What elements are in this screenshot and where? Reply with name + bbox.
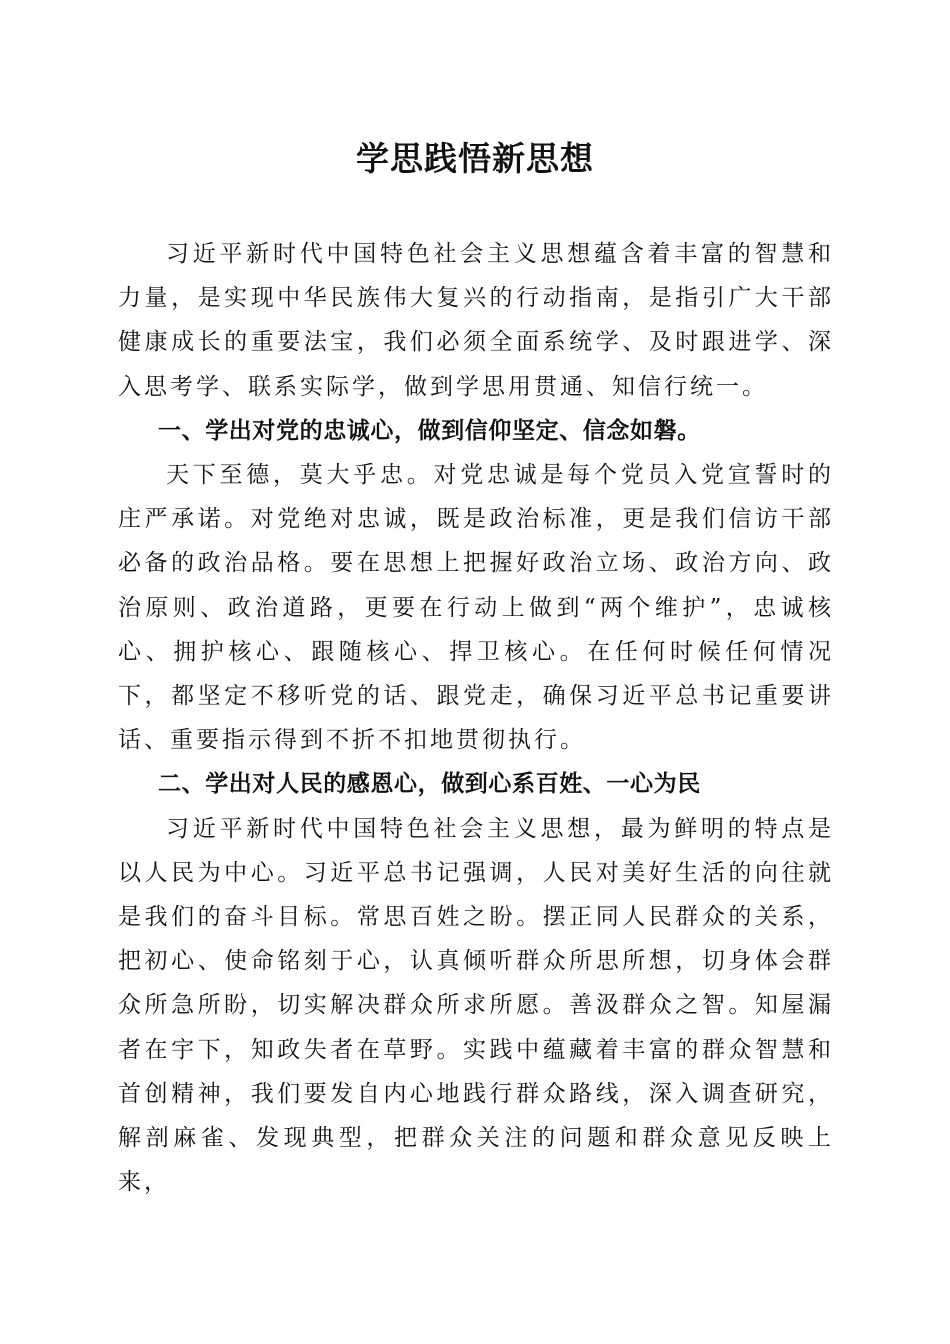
document-title: 学思践悟新思想 [356,139,594,178]
section-2-paragraph: 习近平新时代中国特色社会主义思想，最为鲜明的特点是以人民为中心。习近平总书记强调，人民对美好生活的向往就是我们的奋斗目标。常思百姓之盼。摆正同人民群众的关系，把初心、使命铭刻于心，认真倾听群众所思所想，切身体会群众所急所盼，切实解决群众所求所愿。善汲群众之智。知屋漏者在宇下，知政失者在草野。实践中蕴藏着丰富的群众智慧和首创精神，我们要发自内心地践行群众路线，深入调查研究，解剖麻雀、发现典型，把群众关注的问题和群众意见反映上来， [118,815,834,1196]
document-body [118,232,834,1204]
section-2-heading: 二、学出对人民的感恩心，做到心系百姓、一心为民 [158,771,701,798]
section-1-heading: 一、学出对党的忠诚心，做到信仰坚定、信念如磐。 [158,417,701,444]
intro-paragraph: 习近平新时代中国特色社会主义思想蕴含着丰富的智慧和力量，是实现中华民族伟大复兴的行动指南，是指引广大干部健康成长的重要法宝，我们必须全面系统学、及时跟进学、深入思考学、联系实际学，做到学思用贯通、知信行统一。 [118,241,834,400]
section-1-paragraph: 天下至德，莫大乎忠。对党忠诚是每个党员入党宣誓时的庄严承诺。对党绝对忠诚，既是政治标准，更是我们信访干部必备的政治品格。要在思想上把握好政治立场、政治方向、政治原则、政治道路，更要在行动上做到“两个维护”，忠诚核心、拥护核心、跟随核心、捍卫核心。在任何时候任何情况下，都坚定不移听党的话、跟党走，确保习近平总书记重要讲话、重要指示得到不折不扣地贯彻执行。 [118,462,834,754]
